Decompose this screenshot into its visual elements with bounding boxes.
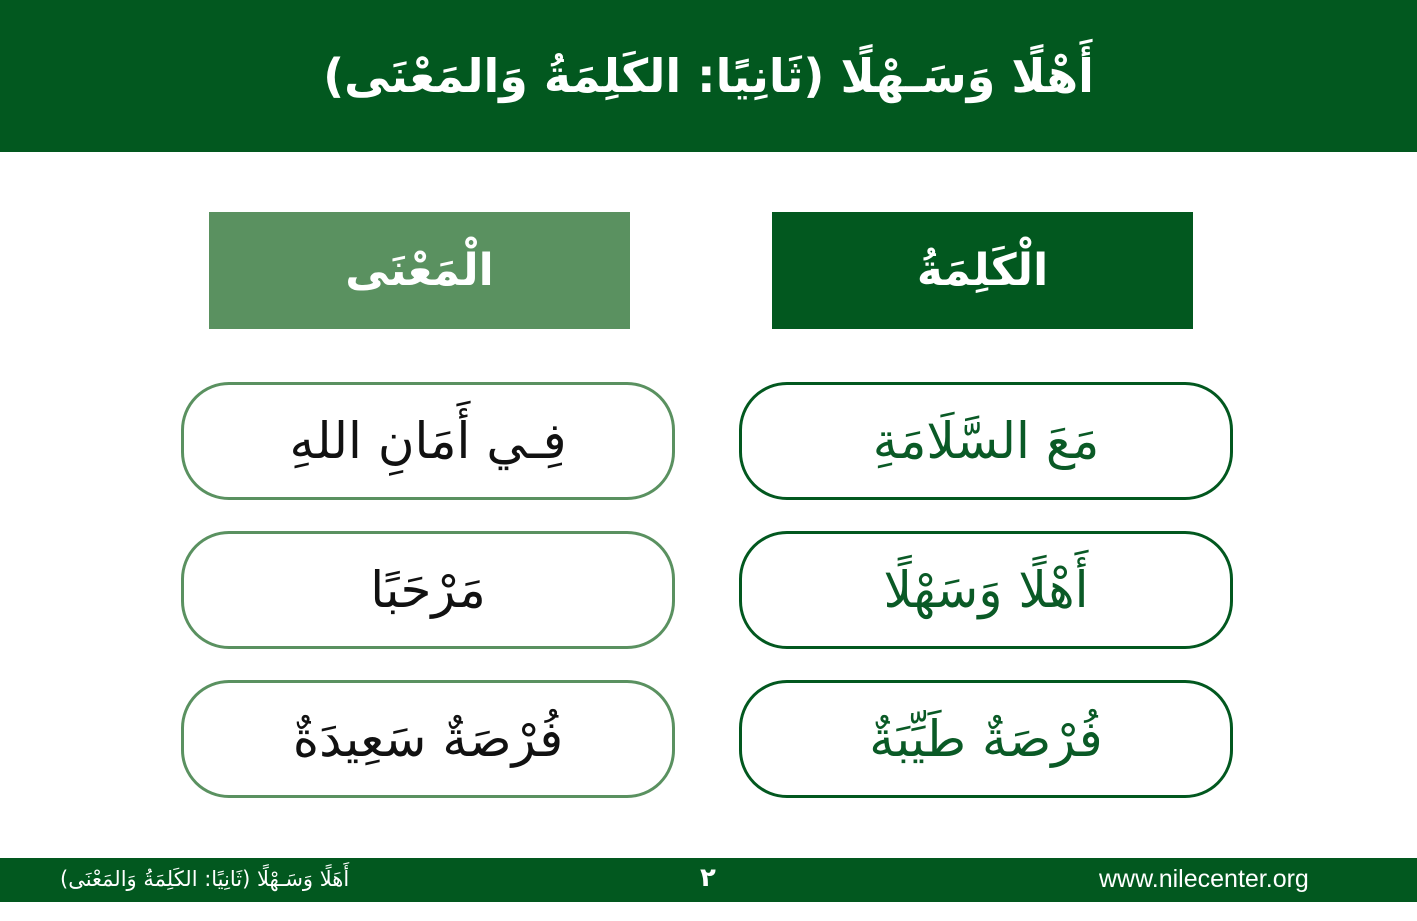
footer-bar (0, 858, 1417, 902)
meaning-cell-1: فِـي أَمَانِ اللهِ (181, 382, 675, 500)
page-number: ٢ (700, 863, 716, 893)
footer-title: أَهَلًا وَسَـهْلًا (ثَانِيًا: الكَلِمَةُ وَالمَعْنَى) (60, 867, 350, 891)
meaning-cell-2: مَرْحَبًا (181, 531, 675, 649)
meaning-cell-3: فُرْصَةٌ سَعِيدَةٌ (181, 680, 675, 798)
top-banner (0, 0, 1417, 152)
column-header-word: الْكَلِمَةُ (772, 212, 1193, 329)
word-cell-3: فُرْصَةٌ طَيِّبَةٌ (739, 680, 1233, 798)
website-link[interactable]: www.nilecenter.org (1099, 865, 1309, 893)
column-header-meaning: الْمَعْنَى (209, 212, 630, 329)
word-cell-2: أَهْلًا وَسَهْلًا (739, 531, 1233, 649)
page-title: أَهْلًا وَسَـهْلًا (ثَانِيًا: الكَلِمَةُ وَالمَعْنَى) (323, 49, 1094, 103)
word-cell-1: مَعَ السَّلَامَةِ (739, 382, 1233, 500)
